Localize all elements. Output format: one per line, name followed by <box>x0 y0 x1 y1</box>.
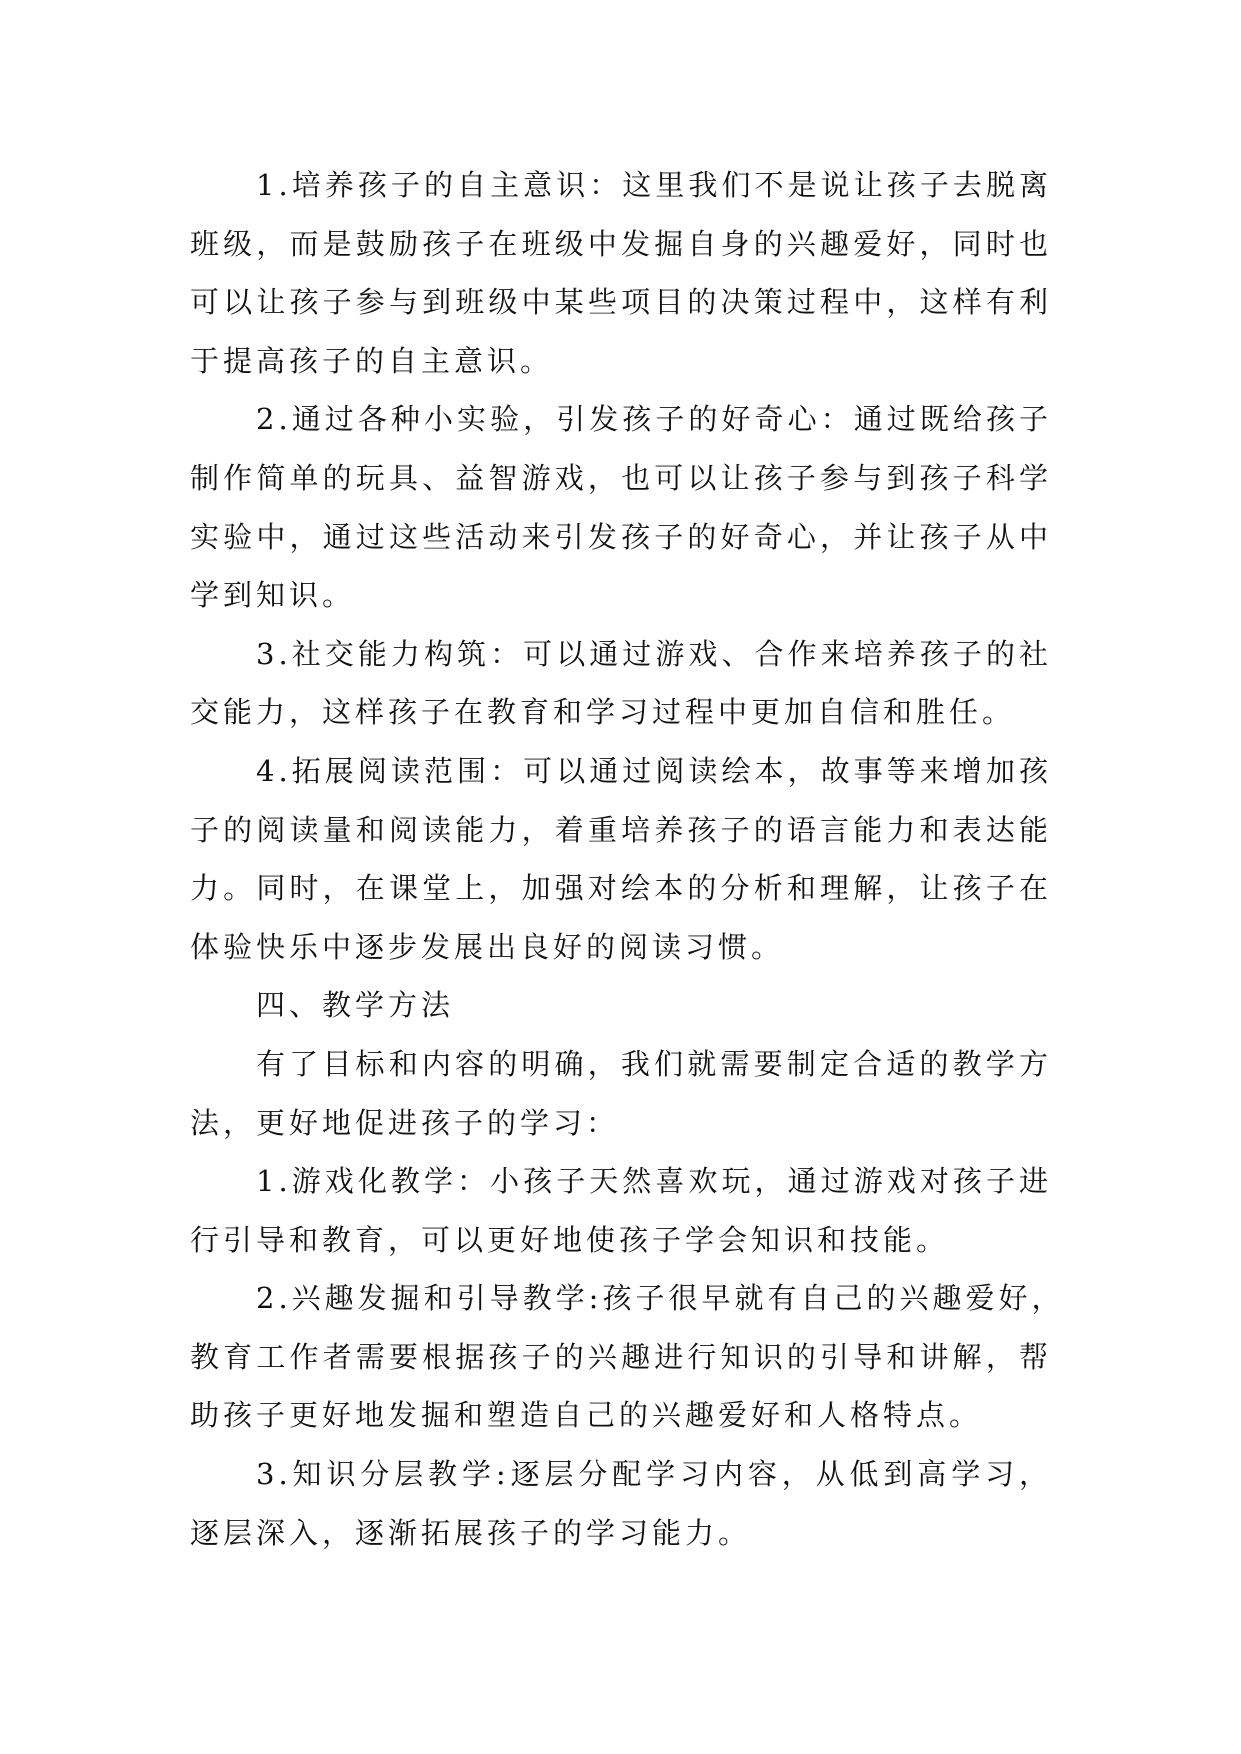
paragraph-line: 体验快乐中逐步发展出良好的阅读习惯。 <box>190 929 785 964</box>
paragraph-line: 交能力，这样孩子在教育和学习过程中更加自信和胜任。 <box>190 695 1016 730</box>
paragraph-line: 有了目标和内容的明确，我们就需要制定合适的教学方 <box>256 1046 1052 1081</box>
paragraph-line: 可以让孩子参与到班级中某些项目的决策过程中，这样有利 <box>190 285 1052 320</box>
paragraph-social-skills <box>190 625 1052 742</box>
section-heading-text: 四、教学方法 <box>256 988 455 1023</box>
paragraph-line: 3.知识分层教学:逐层分配学习内容，从低到高学习， <box>256 1457 1052 1492</box>
paragraph-methods-intro <box>190 1035 1052 1152</box>
paragraph-line: 行引导和教育，可以更好地使孩子学会知识和技能。 <box>190 1222 950 1257</box>
paragraph-line: 助孩子更好地发掘和塑造自己的兴趣爱好和人格特点。 <box>190 1398 983 1433</box>
paragraph-line: 实验中，通过这些活动来引发孩子的好奇心，并让孩子从中 <box>190 519 1052 554</box>
paragraph-line: 于提高孩子的自主意识。 <box>190 343 554 378</box>
section-heading <box>190 976 1052 1035</box>
document-body <box>190 156 1065 1562</box>
paragraph-line: 逐层深入，逐渐拓展孩子的学习能力。 <box>190 1515 752 1550</box>
paragraph-line: 学到知识。 <box>190 578 356 613</box>
paragraph-line: 法，更好地促进孩子的学习： <box>190 1105 620 1140</box>
paragraph-line: 4.拓展阅读范围：可以通过阅读绘本，故事等来增加孩 <box>256 753 1052 788</box>
paragraph-line: 2.兴趣发掘和引导教学:孩子很早就有自己的兴趣爱好， <box>256 1281 1065 1316</box>
paragraph-line: 制作简单的玩具、益智游戏，也可以让孩子参与到孩子科学 <box>190 460 1052 495</box>
paragraph-line: 1.游戏化教学：小孩子天然喜欢玩，通过游戏对孩子进 <box>256 1164 1052 1199</box>
paragraph-experiments <box>190 390 1052 624</box>
paragraph-reading <box>190 742 1052 976</box>
paragraph-game-teaching <box>190 1152 1052 1269</box>
paragraph-layered-teaching <box>190 1445 1052 1562</box>
paragraph-line: 1.培养孩子的自主意识：这里我们不是说让孩子去脱离 <box>256 168 1052 202</box>
paragraph-line: 子的阅读量和阅读能力，着重培养孩子的语言能力和表达能 <box>190 812 1052 847</box>
paragraph-line: 力。同时，在课堂上，加强对绘本的分析和理解，让孩子在 <box>190 871 1052 906</box>
paragraph-line: 3.社交能力构筑：可以通过游戏、合作来培养孩子的社 <box>256 636 1052 671</box>
paragraph-interest-teaching <box>190 1269 1065 1445</box>
paragraph-autonomy <box>190 156 1052 390</box>
paragraph-line: 教育工作者需要根据孩子的兴趣进行知识的引导和讲解，帮 <box>190 1339 1052 1374</box>
paragraph-line: 2.通过各种小实验，引发孩子的好奇心：通过既给孩子 <box>256 402 1052 437</box>
paragraph-line: 班级，而是鼓励孩子在班级中发掘自身的兴趣爱好，同时也 <box>190 226 1052 261</box>
